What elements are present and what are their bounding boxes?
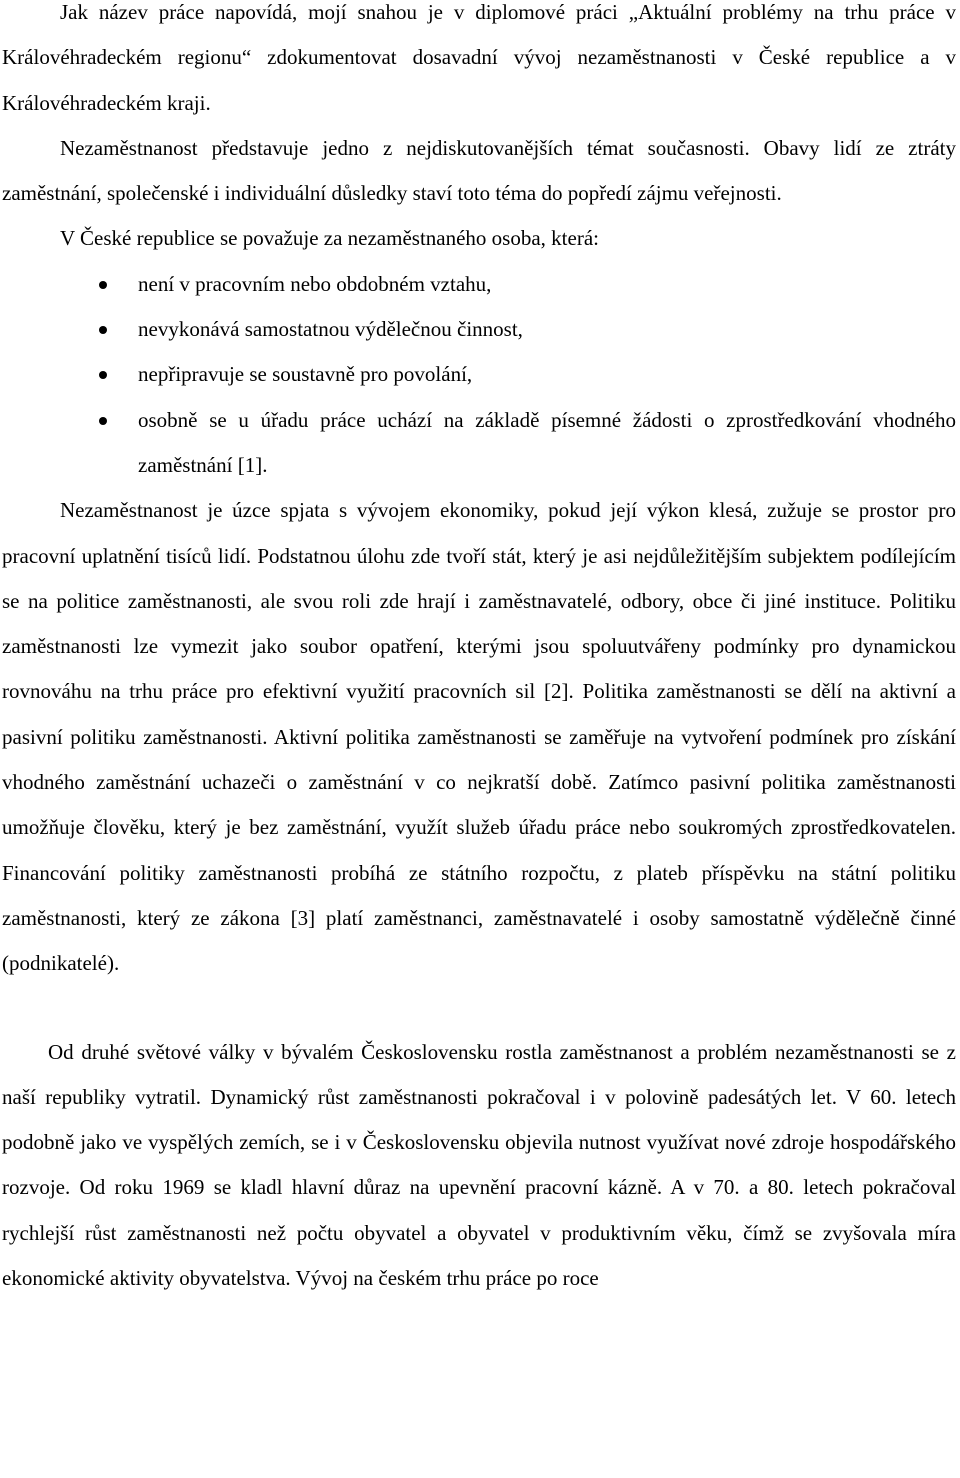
paragraph-history: Od druhé světové války v bývalém Československu rostla zaměstnanost a problém nezaměstnanosti se z naší republiky vytratil. Dynamický růst zaměstnanosti pokračoval i v polovině padesátých let. V 60. letech podobně jako ve vyspělých zemích, se i v Československu objevila nutnost využívat nové zdroje hospodářského rozvoje. Od roku 1969 se kladl hlavní důraz na upevnění pracovní kázně. A v 70. a 80. letech pokračoval rychlejší růst zaměstnanosti než počtu obyvatel a obyvatel v produktivním věku, čímž se zvyšovala míra ekonomické aktivity obyvatelstva. Vývoj na českém trhu práce po roce	[2, 1039, 956, 1291]
paragraph-intro: Jak název práce napovídá, mojí snahou je v diplomové práci „Aktuální problémy na trhu práce v Královéhradeckém regionu“ zdokumentovat dosavadní vývoj nezaměstnanosti v České republice a v Královéhradeckém kraji.	[2, 0, 956, 115]
bullet-icon	[99, 281, 107, 289]
bullet-icon	[99, 371, 107, 379]
list-item-text: není v pracovním nebo obdobném vztahu,	[138, 271, 492, 296]
list-item	[2, 307, 956, 352]
definition-list	[2, 262, 956, 488]
list-item-text: osobně se u úřadu práce uchází na základě písemné žádosti o zprostředkování vhodného zaměstnání [1].	[138, 407, 956, 477]
document-page	[2, 0, 956, 1301]
paragraph-policy: Nezaměstnanost je úzce spjata s vývojem ekonomiky, pokud její výkon klesá, zužuje se prostor pro pracovní uplatnění tisíců lidí. Podstatnou úlohu zde tvoří stát, který je asi nejdůležitějším subjektem podílejícím se na politice zaměstnanosti, ale svou roli zde hrají i zaměstnavatelé, odbory, obce či jiné instituce. Politiku zaměstnanosti lze vymezit jako soubor opatření, kterými jsou spoluutvářeny podmínky pro dynamickou rovnováhu na trhu práce pro efektivní využití pracovních sil [2]. Politika zaměstnanosti se dělí na aktivní a pasivní politiku zaměstnanosti. Aktivní politika zaměstnanosti se zaměřuje na vytvoření podmínek pro získání vhodného zaměstnání uchazeči o zaměstnání v co nejkratší době. Zatímco pasivní politika zaměstnanosti umožňuje člověku, který je bez zaměstnání, využít služeb úřadu práce nebo soukromých zprostředkovatelen. Financování politiky zaměstnanosti probíhá ze státního rozpočtu, z plateb příspěvku na státní politiku zaměstnanosti, který ze zákona [3] platí zaměstnanci, zaměstnavatelé i osoby samostatně výdělečně činné (podnikatelé).	[2, 498, 956, 976]
paragraph-topic: Nezaměstnanost představuje jedno z nejdiskutovanějších témat současnosti. Obavy lidí ze ztráty zaměstnání, společenské i individuální důsledky staví toto téma do popředí zájmu veřejnosti.	[2, 135, 956, 206]
list-item	[2, 262, 956, 307]
list-item	[2, 352, 956, 397]
paragraph-spacer	[2, 987, 956, 1030]
bullet-icon	[99, 326, 107, 334]
list-item-text: nepřipravuje se soustavně pro povolání,	[138, 362, 473, 387]
bullet-icon	[99, 417, 107, 425]
list-item-text: nevykonává samostatnou výdělečnou činnost,	[138, 317, 523, 342]
paragraph-definition: V České republice se považuje za nezaměstnaného osoba, která:	[60, 226, 599, 251]
list-item	[2, 398, 956, 489]
